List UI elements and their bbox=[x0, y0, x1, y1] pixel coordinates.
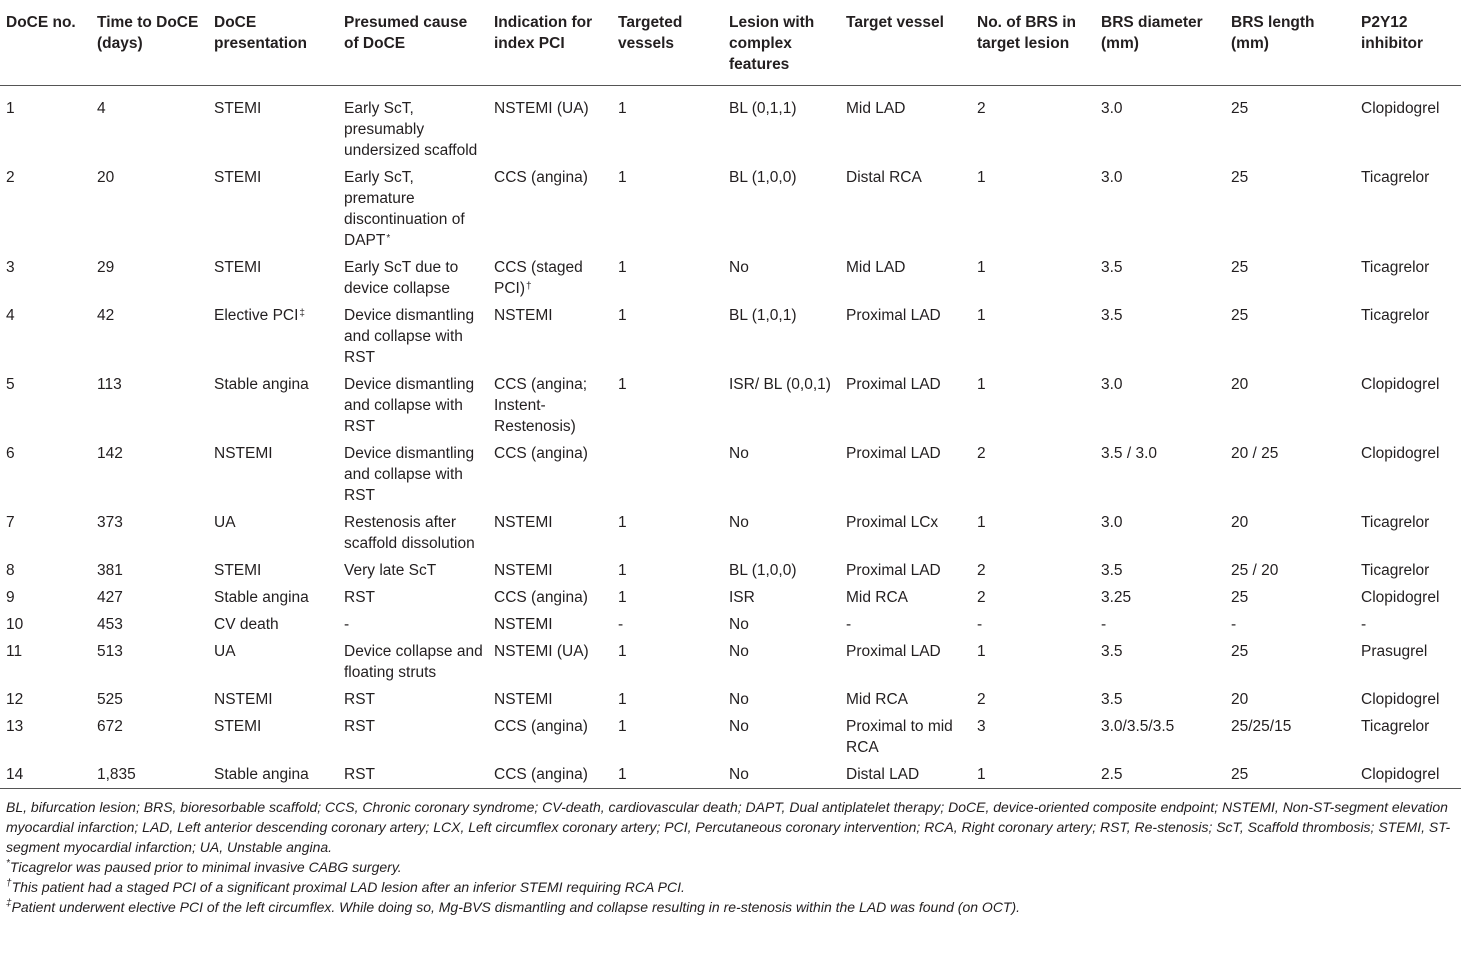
cell-lesion: No bbox=[729, 514, 749, 531]
cell-p2y12: - bbox=[1361, 616, 1367, 633]
cell-presentation: NSTEMI bbox=[214, 691, 273, 708]
cell-doce-no: 2 bbox=[6, 169, 15, 186]
cell-p2y12: Clopidogrel bbox=[1361, 691, 1440, 708]
cell-brs-count: 2 bbox=[977, 691, 986, 708]
cell-doce-no: 14 bbox=[6, 766, 24, 783]
cell-brs-count: 2 bbox=[977, 562, 986, 579]
cell-length: 25/25/15 bbox=[1231, 718, 1292, 735]
cell-cause: RST bbox=[344, 766, 375, 783]
table-row bbox=[0, 584, 1461, 611]
header-brs-length: BRS length (mm) bbox=[1225, 0, 1355, 86]
header-no-brs: No. of BRS in target lesion bbox=[971, 0, 1095, 86]
cell-length: 25 bbox=[1231, 643, 1249, 660]
cell-lesion: BL (1,0,0) bbox=[729, 562, 797, 579]
cell-diameter: 3.0 bbox=[1101, 376, 1123, 393]
cell-time: 4 bbox=[97, 100, 106, 117]
cell-p2y12: Clopidogrel bbox=[1361, 589, 1440, 606]
cell-presentation: UA bbox=[214, 514, 236, 531]
cell-lesion: No bbox=[729, 718, 749, 735]
footnote-2-text: This patient had a staged PCI of a significant proximal LAD lesion after an inferior STEMI requiring RCA PCI. bbox=[11, 879, 685, 895]
cell-lesion: BL (1,0,1) bbox=[729, 307, 797, 324]
cell-doce-no: 10 bbox=[6, 616, 24, 633]
table-row bbox=[0, 440, 1461, 509]
footnote-1-text: Ticagrelor was paused prior to minimal invasive CABG surgery. bbox=[9, 859, 402, 875]
cell-lesion: No bbox=[729, 616, 749, 633]
footnote-mark-double-dagger: ‡ bbox=[299, 308, 305, 319]
cell-vessel: Mid LAD bbox=[846, 100, 906, 117]
cell-diameter: 3.0/3.5/3.5 bbox=[1101, 718, 1175, 735]
cell-p2y12: Clopidogrel bbox=[1361, 766, 1440, 783]
header-lesion-complex: Lesion with complex features bbox=[723, 0, 840, 86]
cell-length: 25 bbox=[1231, 307, 1249, 324]
cell-length: 20 bbox=[1231, 691, 1249, 708]
cell-presentation: Stable angina bbox=[214, 766, 309, 783]
cell-brs-count: 1 bbox=[977, 514, 986, 531]
cell-vessel: Mid LAD bbox=[846, 259, 906, 276]
cell-presentation: STEMI bbox=[214, 100, 262, 117]
table-row bbox=[0, 638, 1461, 686]
cell-length: 25 bbox=[1231, 100, 1249, 117]
cell-vessel: Mid RCA bbox=[846, 589, 909, 606]
cell-time: 29 bbox=[97, 259, 115, 276]
cell-indication: NSTEMI bbox=[494, 616, 553, 633]
header-presumed-cause: Presumed cause of DoCE bbox=[338, 0, 488, 86]
cell-doce-no: 11 bbox=[6, 643, 23, 660]
cell-doce-no: 12 bbox=[6, 691, 24, 708]
cell-cause: RST bbox=[344, 718, 375, 735]
cell-time: 142 bbox=[97, 445, 123, 462]
cell-targeted: - bbox=[618, 616, 624, 633]
footnote-3 bbox=[6, 897, 1455, 917]
cell-presentation: Stable angina bbox=[214, 589, 309, 606]
table-body bbox=[0, 86, 1461, 789]
cell-time: 525 bbox=[97, 691, 123, 708]
cell-length: 25 bbox=[1231, 589, 1249, 606]
cell-cause: Device dismantling and collapse with RST bbox=[344, 307, 475, 366]
cell-length: 25 / 20 bbox=[1231, 562, 1279, 579]
footnote-1 bbox=[6, 857, 1455, 877]
cell-indication: NSTEMI bbox=[494, 562, 553, 579]
cell-time: 453 bbox=[97, 616, 123, 633]
cell-targeted: 1 bbox=[618, 100, 627, 117]
cell-length: 20 bbox=[1231, 376, 1249, 393]
cell-p2y12: Prasugrel bbox=[1361, 643, 1428, 660]
cell-diameter: 3.5 bbox=[1101, 562, 1123, 579]
cell-brs-count: 1 bbox=[977, 643, 986, 660]
cell-time: 20 bbox=[97, 169, 115, 186]
cell-doce-no: 1 bbox=[6, 100, 15, 117]
table-row bbox=[0, 557, 1461, 584]
footnote-2 bbox=[6, 877, 1455, 897]
header-doce-presentation: DoCE presentation bbox=[208, 0, 338, 86]
cell-cause: Early ScT due to device collapse bbox=[344, 259, 459, 297]
cell-diameter: 3.0 bbox=[1101, 169, 1123, 186]
cell-brs-count: 3 bbox=[977, 718, 986, 735]
cell-targeted: 1 bbox=[618, 643, 627, 660]
cell-vessel: Proximal LAD bbox=[846, 562, 941, 579]
header-target-vessel: Target vessel bbox=[840, 0, 971, 86]
footnote-1-mark: * bbox=[6, 858, 10, 869]
cell-time: 427 bbox=[97, 589, 123, 606]
table-row bbox=[0, 302, 1461, 371]
cell-indication bbox=[488, 254, 612, 302]
cell-diameter: - bbox=[1101, 616, 1107, 633]
cell-lesion: No bbox=[729, 766, 749, 783]
table-row bbox=[0, 164, 1461, 254]
cell-p2y12: Ticagrelor bbox=[1361, 259, 1430, 276]
table-row bbox=[0, 254, 1461, 302]
cell-presentation: STEMI bbox=[214, 169, 262, 186]
cell-doce-no: 5 bbox=[6, 376, 15, 393]
cell-lesion: No bbox=[729, 691, 749, 708]
header-row bbox=[0, 0, 1461, 86]
cell-cause: Restenosis after scaffold dissolution bbox=[344, 514, 475, 552]
cell-indication: NSTEMI bbox=[494, 691, 553, 708]
cell-lesion: No bbox=[729, 445, 749, 462]
cell-indication: CCS (angina; Instent-Restenosis) bbox=[494, 376, 588, 435]
cell-brs-count: - bbox=[977, 616, 983, 633]
cell-indication: CCS (angina) bbox=[494, 766, 588, 783]
cell-indication: CCS (angina) bbox=[494, 718, 588, 735]
cell-p2y12: Clopidogrel bbox=[1361, 376, 1440, 393]
footnote-mark-dagger: † bbox=[526, 281, 532, 292]
cell-targeted: 1 bbox=[618, 718, 627, 735]
cell-brs-count: 1 bbox=[977, 376, 986, 393]
cell-vessel: Distal RCA bbox=[846, 169, 922, 186]
cell-cause: - bbox=[344, 616, 350, 633]
cell-length: 20 bbox=[1231, 514, 1249, 531]
header-indication: Indication for index PCI bbox=[488, 0, 612, 86]
header-brs-diameter: BRS diameter (mm) bbox=[1095, 0, 1225, 86]
table-row bbox=[0, 371, 1461, 440]
cell-p2y12: Clopidogrel bbox=[1361, 445, 1440, 462]
footnote-3-text: Patient underwent elective PCI of the left circumflex. While doing so, Mg-BVS dismantling and collapse resulting in re-stenosis within the LAD was found (on OCT). bbox=[11, 899, 1021, 915]
table-row bbox=[0, 686, 1461, 713]
cell-lesion: No bbox=[729, 643, 749, 660]
table-row bbox=[0, 713, 1461, 761]
cell-targeted: 1 bbox=[618, 169, 627, 186]
cell-time: 513 bbox=[97, 643, 123, 660]
table-row bbox=[0, 761, 1461, 788]
cell-presentation: STEMI bbox=[214, 718, 262, 735]
cell-vessel: Proximal LCx bbox=[846, 514, 939, 531]
cell-brs-count: 2 bbox=[977, 589, 986, 606]
cell-lesion: BL (1,0,0) bbox=[729, 169, 797, 186]
cell-brs-count: 2 bbox=[977, 445, 986, 462]
cell-doce-no: 6 bbox=[6, 445, 15, 462]
cell-targeted: 1 bbox=[618, 691, 627, 708]
cell-cause: Very late ScT bbox=[344, 562, 437, 579]
cell-targeted: 1 bbox=[618, 766, 627, 783]
cell-lesion: BL (0,1,1) bbox=[729, 100, 797, 117]
cell-vessel: - bbox=[846, 616, 852, 633]
cell-p2y12: Ticagrelor bbox=[1361, 514, 1430, 531]
cell-indication: CCS (angina) bbox=[494, 445, 588, 462]
cell-targeted: 1 bbox=[618, 259, 627, 276]
cell-vessel: Proximal LAD bbox=[846, 307, 941, 324]
cell-diameter: 3.25 bbox=[1101, 589, 1132, 606]
cell-targeted: 1 bbox=[618, 514, 627, 531]
cell-cause: Early ScT, presumably undersized scaffold bbox=[344, 100, 478, 159]
cell-vessel: Proximal LAD bbox=[846, 376, 941, 393]
cell-vessel: Proximal LAD bbox=[846, 643, 941, 660]
cell-doce-no: 8 bbox=[6, 562, 15, 579]
cell-indication: NSTEMI (UA) bbox=[494, 643, 589, 660]
cell-p2y12: Ticagrelor bbox=[1361, 562, 1430, 579]
cell-indication: CCS (angina) bbox=[494, 589, 588, 606]
cell-presentation bbox=[208, 302, 338, 371]
header-p2y12: P2Y12 inhibitor bbox=[1355, 0, 1461, 86]
cell-diameter: 3.5 / 3.0 bbox=[1101, 445, 1158, 462]
table-footnotes bbox=[0, 788, 1461, 917]
cell-diameter: 3.5 bbox=[1101, 307, 1123, 324]
cell-presentation: NSTEMI bbox=[214, 445, 273, 462]
cell-cause-text: Early ScT, premature discontinuation of DAPT bbox=[344, 169, 465, 249]
cell-cause bbox=[338, 164, 488, 254]
cell-p2y12: Ticagrelor bbox=[1361, 718, 1430, 735]
header-doce-no: DoCE no. bbox=[0, 0, 91, 86]
cell-lesion: No bbox=[729, 259, 749, 276]
cell-length: 25 bbox=[1231, 259, 1249, 276]
cell-presentation: CV death bbox=[214, 616, 279, 633]
cell-time: 42 bbox=[97, 307, 115, 324]
cell-vessel: Proximal LAD bbox=[846, 445, 941, 462]
cell-cause: Device dismantling and collapse with RST bbox=[344, 376, 475, 435]
cell-p2y12: Clopidogrel bbox=[1361, 100, 1440, 117]
cell-vessel: Mid RCA bbox=[846, 691, 909, 708]
header-targeted-vessels: Targeted vessels bbox=[612, 0, 723, 86]
cell-targeted: 1 bbox=[618, 376, 627, 393]
cell-diameter: 3.5 bbox=[1101, 259, 1123, 276]
cell-doce-no: 4 bbox=[6, 307, 15, 324]
cell-indication: NSTEMI bbox=[494, 307, 553, 324]
cell-time: 672 bbox=[97, 718, 123, 735]
cell-brs-count: 1 bbox=[977, 169, 986, 186]
cell-brs-count: 1 bbox=[977, 307, 986, 324]
cell-time: 113 bbox=[97, 376, 122, 393]
table-row bbox=[0, 611, 1461, 638]
cell-presentation: Stable angina bbox=[214, 376, 309, 393]
cell-p2y12: Ticagrelor bbox=[1361, 169, 1430, 186]
cell-targeted: 1 bbox=[618, 589, 627, 606]
cell-diameter: 3.0 bbox=[1101, 514, 1123, 531]
cell-diameter: 3.0 bbox=[1101, 100, 1123, 117]
cell-indication: NSTEMI (UA) bbox=[494, 100, 589, 117]
cell-time: 1,835 bbox=[97, 766, 136, 783]
cell-presentation-text: Elective PCI bbox=[214, 307, 299, 324]
cell-lesion: ISR/ BL (0,0,1) bbox=[729, 376, 831, 393]
cell-indication: NSTEMI bbox=[494, 514, 553, 531]
cell-time: 381 bbox=[97, 562, 123, 579]
cell-cause: RST bbox=[344, 691, 375, 708]
cell-brs-count: 1 bbox=[977, 766, 986, 783]
cell-cause: Device collapse and floating struts bbox=[344, 643, 483, 681]
cell-diameter: 3.5 bbox=[1101, 691, 1123, 708]
table-row bbox=[0, 86, 1461, 165]
cell-length: 25 bbox=[1231, 169, 1249, 186]
cell-doce-no: 13 bbox=[6, 718, 24, 735]
table-row bbox=[0, 509, 1461, 557]
cell-length: 20 / 25 bbox=[1231, 445, 1279, 462]
cell-indication: CCS (angina) bbox=[494, 169, 588, 186]
cell-length: 25 bbox=[1231, 766, 1249, 783]
cell-doce-no: 3 bbox=[6, 259, 15, 276]
cell-time: 373 bbox=[97, 514, 123, 531]
cell-presentation: UA bbox=[214, 643, 236, 660]
cell-p2y12: Ticagrelor bbox=[1361, 307, 1430, 324]
cell-targeted: 1 bbox=[618, 562, 627, 579]
cell-doce-no: 7 bbox=[6, 514, 15, 531]
footnote-2-mark: † bbox=[6, 878, 12, 889]
cell-lesion: ISR bbox=[729, 589, 755, 606]
cell-length: - bbox=[1231, 616, 1237, 633]
footnote-3-mark: ‡ bbox=[6, 898, 12, 909]
cell-indication-text: CCS (staged PCI) bbox=[494, 259, 583, 297]
cell-presentation: STEMI bbox=[214, 562, 262, 579]
cell-targeted: 1 bbox=[618, 307, 627, 324]
cell-cause: RST bbox=[344, 589, 375, 606]
cell-targeted bbox=[612, 440, 723, 509]
abbreviations-note: BL, bifurcation lesion; BRS, bioresorbable scaffold; CCS, Chronic coronary syndrome; CV-death, cardiovascular death; DAPT, Dual antiplatelet therapy; DoCE, device-oriented composite endpoint; NSTEMI, Non-ST-segment elevation myocardial infarction; LAD, Left anterior descending coronary artery; LCX, Left circumflex coronary artery; PCI, Percutaneous coronary intervention; RCA, Right coronary artery; RST, Re-stenosis; ScT, Scaffold thrombosis; STEMI, ST-segment myocardial infarction; UA, Unstable angina. bbox=[6, 799, 1451, 855]
cell-doce-no: 9 bbox=[6, 589, 15, 606]
cell-diameter: 2.5 bbox=[1101, 766, 1123, 783]
cell-presentation: STEMI bbox=[214, 259, 262, 276]
cell-cause: Device dismantling and collapse with RST bbox=[344, 445, 475, 504]
cell-vessel: Distal LAD bbox=[846, 766, 920, 783]
cell-brs-count: 1 bbox=[977, 259, 986, 276]
cell-diameter: 3.5 bbox=[1101, 643, 1123, 660]
cell-brs-count: 2 bbox=[977, 100, 986, 117]
footnote-mark-asterisk: * bbox=[386, 233, 391, 244]
cell-vessel: Proximal to mid RCA bbox=[846, 718, 953, 756]
header-time-to-doce: Time to DoCE (days) bbox=[91, 0, 208, 86]
